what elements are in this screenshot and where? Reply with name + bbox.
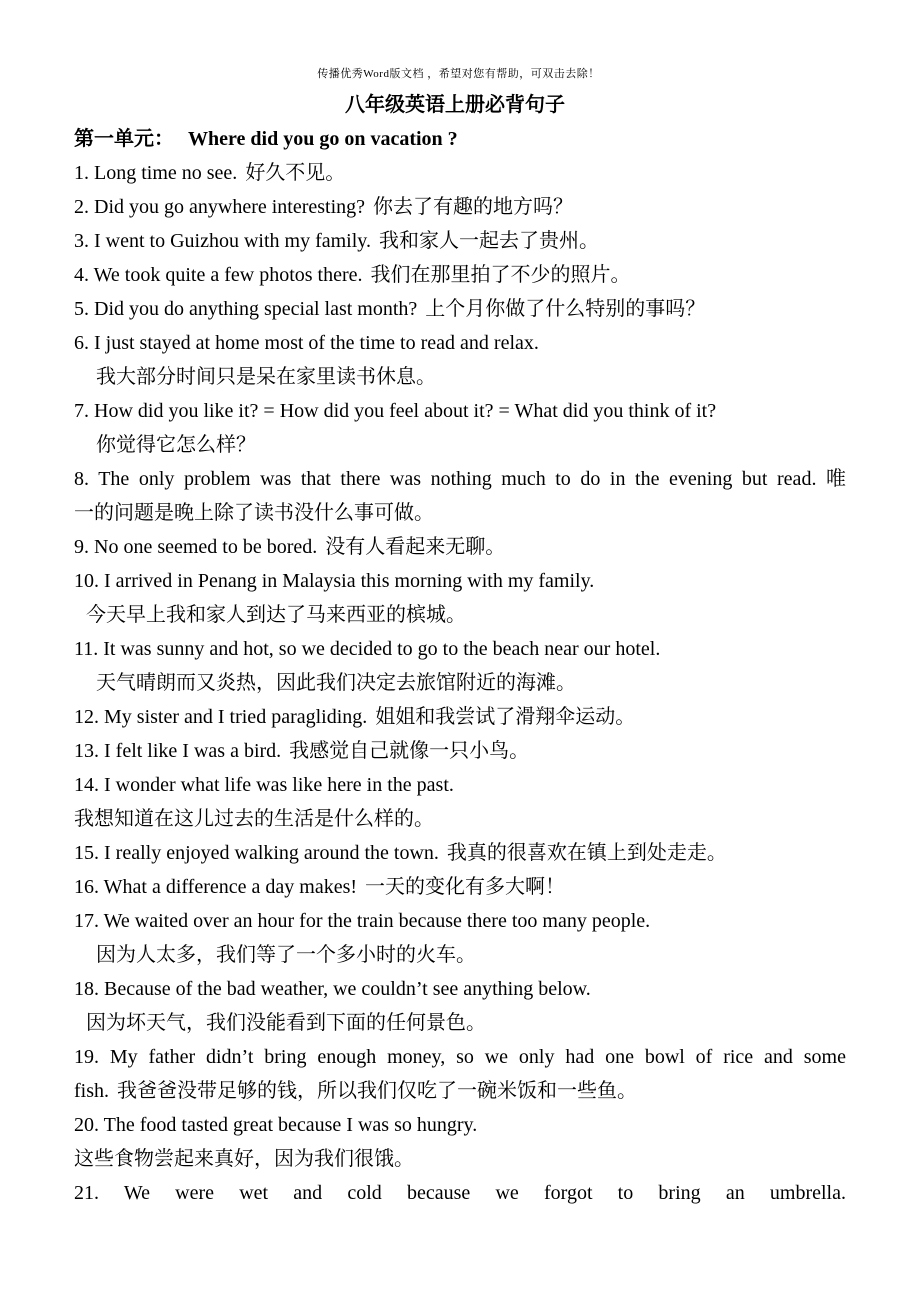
sentence-en: 6. I just stayed at home most of the time to read and relax. — [74, 332, 539, 354]
sentence-1 — [74, 156, 846, 190]
document-page — [74, 60, 846, 1210]
document-notice: 传播优秀Word版文档 ，希望对您有帮助，可双击去除！ — [317, 68, 600, 80]
sentence-cn: 我爸爸没带足够的钱，所以我们仅吃了一碗米饭和一些鱼。 — [117, 1080, 637, 1102]
sentence-en: 21. We were wet and cold because we forgot to bring an umbrella. — [74, 1182, 846, 1204]
sentence-4 — [74, 258, 846, 292]
sentence-9 — [74, 530, 846, 564]
sentence-cn: 一天的变化有多大啊！ — [365, 876, 566, 898]
sentence-cn: 我们在那里拍了不少的照片。 — [370, 264, 631, 286]
sentence-cn: 我大部分时间只是呆在家里读书休息。 — [96, 366, 436, 388]
sentence-cn: 好久不见。 — [245, 162, 346, 184]
sentence-5 — [74, 292, 846, 326]
sentence-cn: 你觉得它怎么样？ — [96, 434, 256, 456]
unit-title: Where did you go on vacation ? — [188, 128, 458, 150]
sentence-cn: 我真的很喜欢在镇上到处走走。 — [446, 842, 727, 864]
sentence-en-rest: fish. — [74, 1080, 109, 1102]
sentence-en: 4. We took quite a few photos there. — [74, 264, 363, 286]
sentence-cn: 你去了有趣的地方吗？ — [373, 196, 574, 218]
sentence-7 — [74, 394, 846, 428]
sentence-en: 9. No one seemed to be bored. — [74, 536, 318, 558]
sentence-19-continued — [74, 1074, 846, 1108]
sentence-3 — [74, 224, 846, 258]
sentence-en: 8. The only problem was that there was nothing much to do in the evening but read. — [74, 468, 817, 490]
sentence-cn-rest: 一的问题是晚上除了读书没什么事可做。 — [74, 502, 434, 524]
sentence-cn: 我感觉自己就像一只小鸟。 — [289, 740, 530, 762]
sentence-8-continued — [74, 496, 846, 530]
sentence-14-translation — [74, 802, 846, 836]
sentence-en: 7. How did you like it? = How did you feel about it? = What did you think of it? — [74, 400, 717, 422]
sentence-en: 1. Long time no see. — [74, 162, 238, 184]
sentence-cn: 因为人太多，我们等了一个多小时的火车。 — [96, 944, 476, 966]
sentence-11-translation — [74, 666, 846, 700]
sentence-17 — [74, 904, 846, 938]
sentence-11 — [74, 632, 846, 666]
sentence-6-translation — [74, 360, 846, 394]
sentence-8 — [74, 462, 846, 496]
sentence-en: 13. I felt like I was a bird. — [74, 740, 282, 762]
sentence-cn-start: 唯 — [826, 468, 846, 490]
sentence-en: 2. Did you go anywhere interesting? — [74, 196, 366, 218]
sentence-13 — [74, 734, 846, 768]
sentence-12 — [74, 700, 846, 734]
sentence-cn: 没有人看起来无聊。 — [325, 536, 506, 558]
document-title: 八年级英语上册必背句子 — [345, 94, 565, 116]
sentence-20 — [74, 1108, 846, 1142]
unit-label: 第一单元： — [74, 128, 174, 150]
sentence-cn: 姐姐和我尝试了滑翔伞运动。 — [375, 706, 636, 728]
sentence-en: 5. Did you do anything special last month? — [74, 298, 418, 320]
sentence-cn: 这些食物尝起来真好，因为我们很饿。 — [74, 1148, 414, 1170]
sentence-17-translation — [74, 938, 846, 972]
sentence-en: 20. The food tasted great because I was so hungry. — [74, 1114, 478, 1136]
sentence-cn: 天气晴朗而又炎热，因此我们决定去旅馆附近的海滩。 — [96, 672, 576, 694]
sentence-en: 15. I really enjoyed walking around the town. — [74, 842, 439, 864]
sentence-cn: 我想知道在这儿过去的生活是什么样的。 — [74, 808, 434, 830]
sentence-15 — [74, 836, 846, 870]
sentence-18-translation — [74, 1006, 846, 1040]
sentence-18 — [74, 972, 846, 1006]
sentence-en: 14. I wonder what life was like here in the past. — [74, 774, 454, 796]
sentence-cn: 今天早上我和家人到达了马来西亚的槟城。 — [86, 604, 466, 626]
sentence-en: 12. My sister and I tried paragliding. — [74, 706, 368, 728]
sentence-en: 11. It was sunny and hot, so we decided to go to the beach near our hotel. — [74, 638, 661, 660]
sentence-2 — [74, 190, 846, 224]
sentence-19 — [74, 1040, 846, 1074]
sentence-14 — [74, 768, 846, 802]
unit-heading — [74, 122, 846, 156]
sentence-cn: 上个月你做了什么特别的事吗？ — [425, 298, 706, 320]
sentence-en: 18. Because of the bad weather, we couldn’t see anything below. — [74, 978, 591, 1000]
sentence-10 — [74, 564, 846, 598]
sentence-cn: 因为坏天气，我们没能看到下面的任何景色。 — [86, 1012, 486, 1034]
sentence-cn: 我和家人一起去了贵州。 — [379, 230, 599, 252]
sentence-21 — [74, 1176, 846, 1210]
sentence-7-translation — [74, 428, 846, 462]
sentence-16 — [74, 870, 846, 904]
sentence-en: 16. What a difference a day makes! — [74, 876, 358, 898]
sentence-10-translation — [74, 598, 846, 632]
sentence-en: 19. My father didn’t bring enough money, so we only had one bowl of rice and some — [74, 1046, 846, 1068]
sentence-en: 17. We waited over an hour for the train because there too many people. — [74, 910, 651, 932]
sentence-en: 10. I arrived in Penang in Malaysia this morning with my family. — [74, 570, 595, 592]
sentence-6 — [74, 326, 846, 360]
sentence-en: 3. I went to Guizhou with my family. — [74, 230, 371, 252]
sentence-20-translation — [74, 1142, 846, 1176]
